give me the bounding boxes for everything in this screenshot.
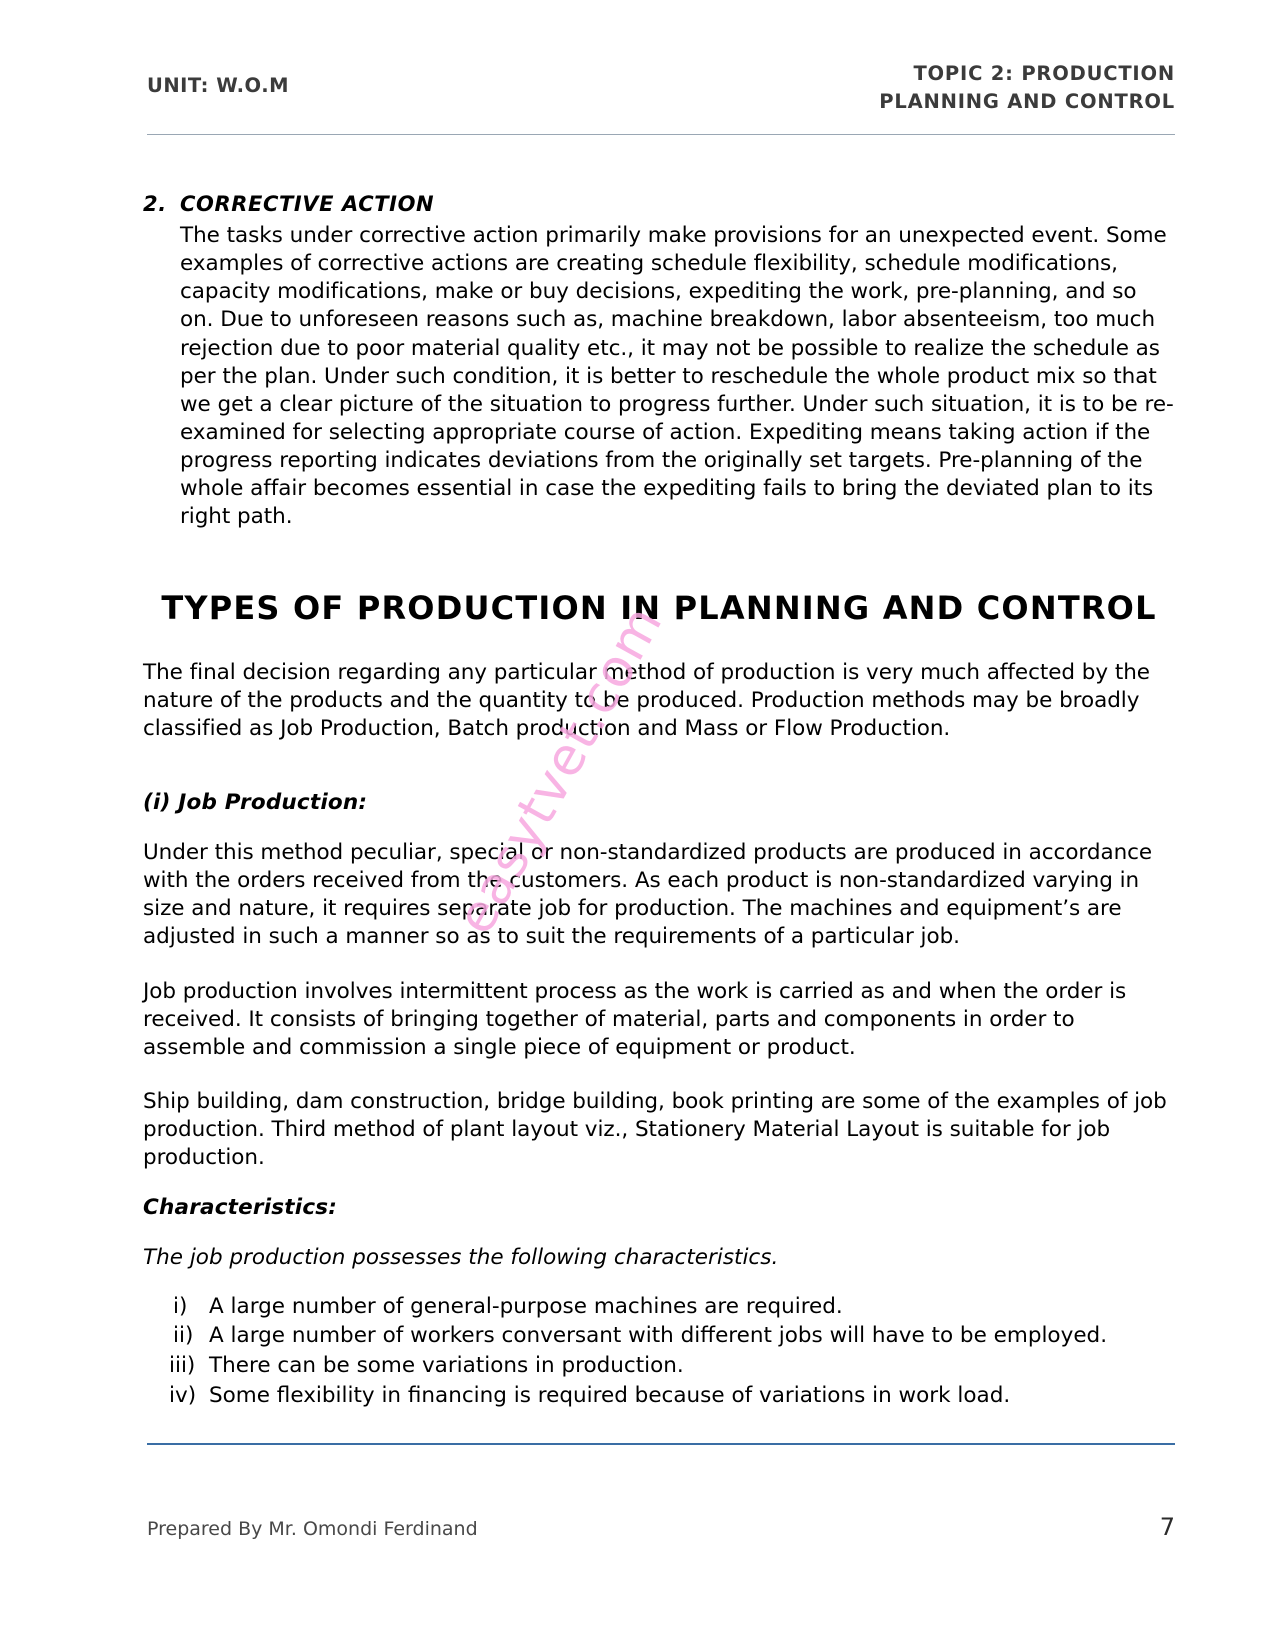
watermark-easytvet: easytvet.com — [445, 595, 675, 945]
header-divider — [147, 134, 1175, 135]
job-production-heading: (i) Job Production: — [143, 790, 368, 816]
list-item — [143, 1351, 1175, 1381]
page-footer — [147, 1513, 1175, 1541]
corrective-action-heading — [143, 190, 1175, 218]
characteristics-lead: The job production possesses the following characteristics. — [143, 1244, 779, 1270]
footer-divider — [147, 1443, 1175, 1445]
list-item-marker: iv) — [169, 1382, 197, 1408]
header-topic-line-1: TOPIC 2: PRODUCTION — [913, 62, 1175, 85]
header-topic-label — [879, 60, 1175, 115]
corrective-action-paragraph: The tasks under corrective action primarily make provisions for an unexpected event. Some examples of corrective actions are creating schedule flexibility, schedule modifications, capacity modifications, make or buy decisions, expediting the work, pre-planning, and so on. Due to unforeseen reasons such as, machine breakdown, labor absenteeism, too much rejection due to poor material quality etc., it may not be possible to realize the schedule as per the plan. Under such condition, it is better to reschedule the whole product mix so that we get a clear picture of the situation to progress further. Under such situation, it is to be re-examined for selecting appropriate course of action. Expediting means taking action if the progress reporting indicates deviations from the originally set targets. Pre-planning of the whole affair becomes essential in case the expediting fails to bring the deviated plan to its right path. — [180, 223, 1174, 529]
list-item-text: There can be some variations in production. — [209, 1352, 684, 1378]
page-title: TYPES OF PRODUCTION IN PLANNING AND CONTROL — [161, 588, 1157, 627]
list-item-marker: i) — [173, 1293, 188, 1319]
job-production-paragraph-3: Ship building, dam construction, bridge building, book printing are some of the examples of job production. Third method of plant layout viz., Stationery Material Layout is suitable for job production. — [143, 1088, 1167, 1170]
list-item-marker: ii) — [173, 1323, 194, 1349]
corrective-action-block — [143, 190, 1175, 531]
job-production-paragraph-1: Under this method peculiar, special or non-standardized products are produced in accordance with the orders received from the customers. As each product is non-standardized varying in size and nature, it requires separate job for production. The machines and equipment’s are adjusted in such a manner so as to suit the requirements of a particular job. — [143, 840, 1153, 950]
list-item-marker: iii) — [169, 1352, 196, 1378]
characteristics-heading: Characteristics: — [143, 1194, 338, 1220]
footer-prepared-by: Prepared By Mr. Omondi Ferdinand — [147, 1518, 478, 1540]
intro-paragraph: The final decision regarding any particular method of production is very much affected by the nature of the products and the quantity to be produced. Production methods may be broadly classified as Job Production, Batch production and Mass or Flow Production. — [143, 660, 1150, 742]
job-production-paragraph-2: Job production involves intermittent process as the work is carried as and when the order is received. It consists of bringing together of material, parts and components in order to assemble and commission a single piece of equipment or product. — [143, 978, 1127, 1060]
list-item — [143, 1292, 1175, 1322]
header-topic-line-2: PLANNING AND CONTROL — [879, 89, 1175, 113]
document-body — [143, 190, 1175, 1410]
footer-page-number: 7 — [1159, 1513, 1175, 1541]
list-item — [143, 1381, 1175, 1411]
list-item-text: A large number of general-purpose machines are required. — [209, 1293, 843, 1319]
list-item — [143, 1321, 1175, 1351]
list-item-text: Some flexibility in financing is required because of variations in work load. — [209, 1382, 1011, 1408]
corrective-action-heading-text: CORRECTIVE ACTION — [180, 192, 435, 216]
page-header — [147, 60, 1175, 115]
corrective-action-number: 2. — [143, 192, 167, 216]
header-unit-label: UNIT: W.O.M — [147, 74, 290, 97]
characteristics-list — [143, 1292, 1175, 1411]
list-item-text: A large number of workers conversant with different jobs will have to be employed. — [209, 1323, 1108, 1349]
